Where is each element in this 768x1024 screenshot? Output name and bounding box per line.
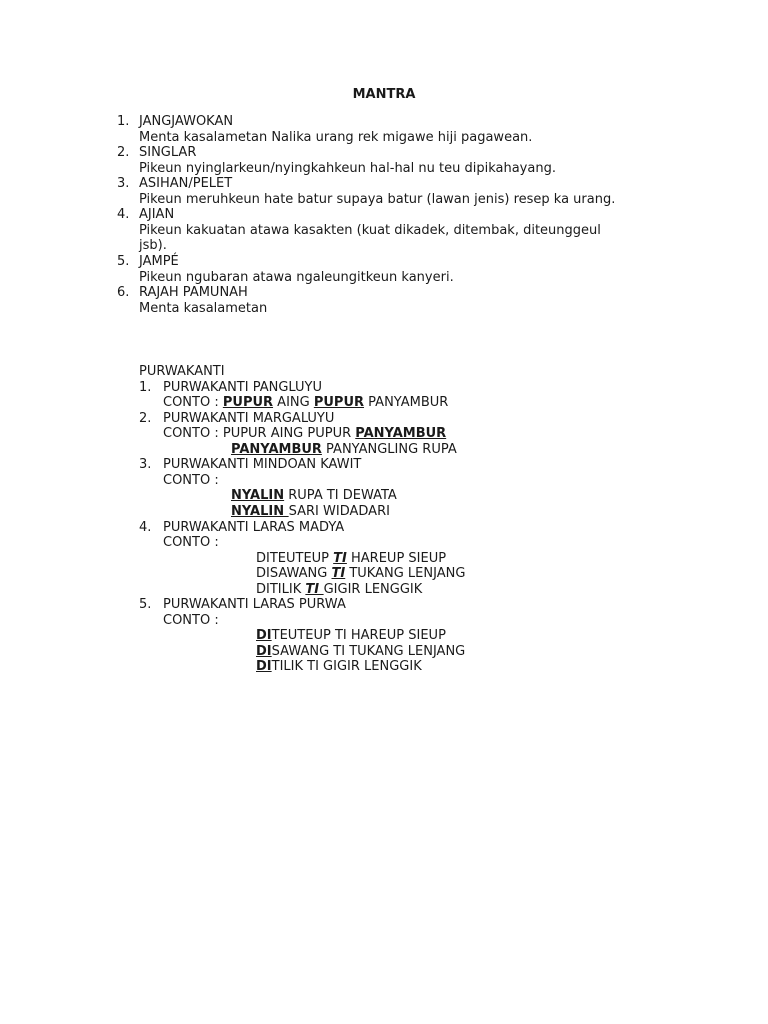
mantra-name: ASIHAN/PELET [139, 176, 233, 192]
text-segment: DISAWANG [256, 566, 332, 582]
text-segment: AING [273, 395, 314, 411]
text-segment: CONTO : [163, 535, 219, 551]
purwakanti-type [163, 597, 346, 613]
purwakanti-type [163, 411, 334, 427]
text-segment: CONTO : PUPUR AING PUPUR [163, 426, 356, 442]
text-segment: HAREUP SIEUP [346, 550, 447, 566]
purwakanti-type [163, 457, 361, 473]
text-segment: RUPA TI DEWATA [284, 488, 397, 504]
list-number: 3. [117, 176, 130, 192]
mantra-description: Pikeun meruhkeun hate batur supaya batur (lawan jenis) resep ka urang. [139, 191, 616, 207]
example-line [163, 395, 448, 411]
example-line [231, 442, 457, 458]
emphasized-text: NYALIN [231, 488, 285, 504]
list-number: 1. [139, 379, 152, 395]
text-segment: CONTO : [163, 395, 223, 411]
text-segment: SARI WIDADARI [288, 503, 390, 519]
text-segment: TUKANG LENJANG [345, 566, 466, 582]
example-line [256, 628, 446, 644]
mantra-name: SINGLAR [139, 145, 197, 161]
list-number: 2. [139, 410, 152, 426]
emphasized-text: NYALIN [231, 503, 289, 519]
text-segment: PANYANGLING RUPA [321, 441, 457, 457]
mantra-name: RAJAH PAMUNAH [139, 285, 248, 301]
text-segment: PURWAKANTI LARAS PURWA [163, 597, 346, 613]
emphasized-text: TI [333, 550, 347, 566]
emphasized-text: PANYAMBUR [231, 441, 322, 457]
emphasized-text: DI [256, 659, 272, 675]
list-number: 4. [117, 207, 130, 223]
emphasized-text: DI [256, 628, 272, 644]
mantra-description: Menta kasalametan Nalika urang rek migawe hiji pagawean. [139, 129, 533, 145]
emphasized-text: PUPUR [313, 395, 365, 411]
text-segment: DITILIK [256, 581, 306, 597]
text-segment: TILIK TI GIGIR LENGGIK [271, 659, 422, 675]
mantra-name: AJIAN [139, 207, 175, 223]
text-segment: GIGIR LENGGIK [323, 581, 423, 597]
purwakanti-type [163, 380, 322, 396]
example-line [256, 566, 465, 582]
example-line [163, 473, 219, 489]
list-number: 4. [139, 519, 152, 535]
example-line [163, 426, 446, 442]
mantra-description: Pikeun ngubaran atawa ngaleungitkeun kanyeri. [139, 269, 454, 285]
text-segment: CONTO : [163, 472, 219, 488]
example-line [256, 582, 422, 598]
text-segment: CONTO : [163, 612, 219, 628]
list-number: 3. [139, 457, 152, 473]
mantra-description: Pikeun nyinglarkeun/nyingkahkeun hal-hal nu teu dipikahayang. [139, 160, 556, 176]
purwakanti-type [163, 520, 344, 536]
example-line [256, 551, 446, 567]
example-line [256, 659, 422, 675]
list-number: 5. [139, 597, 152, 613]
mantra-description: Menta kasalametan [139, 300, 268, 316]
text-segment: SAWANG TI TUKANG LENJANG [271, 643, 466, 659]
emphasized-text: PANYAMBUR [355, 426, 447, 442]
document-title: MANTRA [352, 87, 416, 102]
emphasized-text: PUPUR [222, 395, 274, 411]
section-heading: PURWAKANTI [139, 364, 225, 379]
mantra-description: Pikeun kakuatan atawa kasakten (kuat dikadek, ditembak, diteunggeul [139, 222, 601, 238]
mantra-name: JANGJAWOKAN [139, 114, 234, 129]
example-line [163, 613, 219, 629]
text-segment: DITEUTEUP [256, 550, 334, 566]
example-line [231, 488, 397, 504]
example-line [231, 504, 390, 520]
emphasized-text: DI [256, 643, 272, 659]
text-segment: PURWAKANTI PANGLUYU [163, 379, 322, 395]
list-number: 1. [117, 114, 130, 129]
example-line [163, 535, 219, 551]
text-segment: PURWAKANTI LARAS MADYA [163, 519, 345, 535]
list-number: 5. [117, 253, 130, 269]
text-segment: PURWAKANTI MARGALUYU [163, 410, 335, 426]
list-number: 2. [117, 145, 130, 161]
emphasized-text: TI [305, 581, 324, 597]
example-line [256, 644, 465, 660]
text-segment: PURWAKANTI MINDOAN KAWIT [163, 457, 362, 473]
mantra-name: JAMPÉ [139, 253, 179, 269]
text-segment: PANYAMBUR [364, 395, 449, 411]
list-number: 6. [117, 285, 130, 301]
emphasized-text: TI [331, 566, 346, 582]
mantra-description: jsb). [139, 238, 167, 254]
text-segment: TEUTEUP TI HAREUP SIEUP [271, 628, 446, 644]
